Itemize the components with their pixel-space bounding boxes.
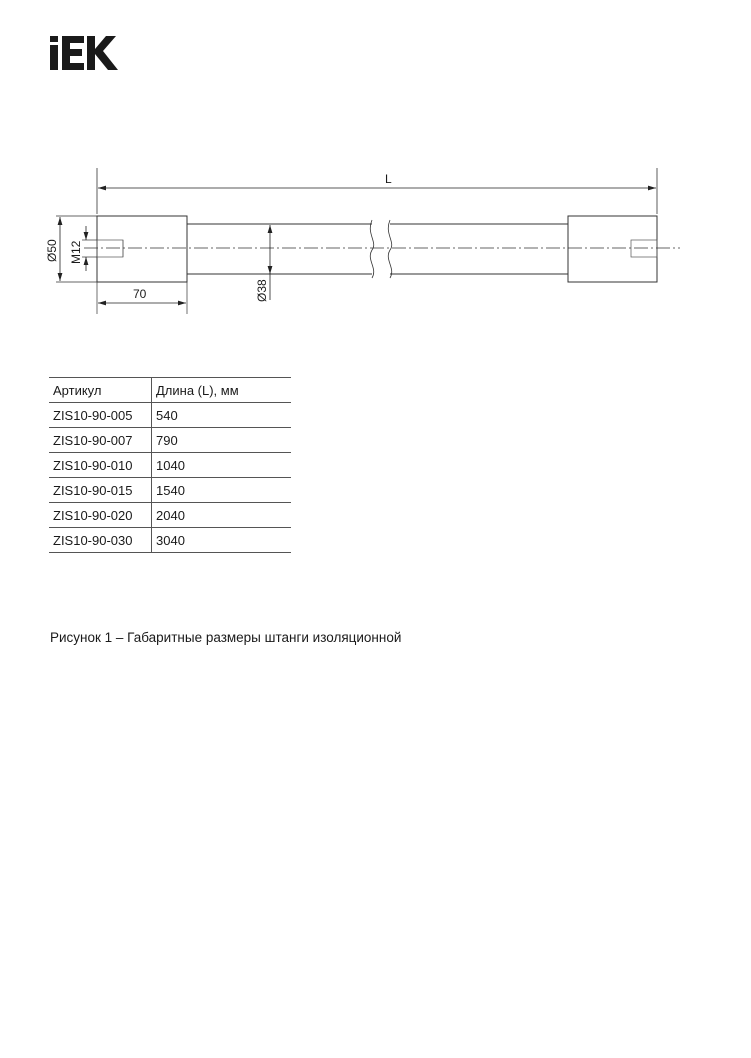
rod-body	[187, 220, 568, 278]
cell-length: 2040	[152, 503, 292, 528]
label-rod-diameter: Ø38	[255, 279, 269, 302]
article-length-table	[49, 377, 291, 553]
left-end-fitting	[97, 216, 187, 282]
table-header-row	[49, 378, 291, 403]
cell-article: ZIS10-90-020	[49, 503, 152, 528]
right-end-fitting	[568, 216, 657, 282]
table-row	[49, 453, 291, 478]
cell-length: 790	[152, 428, 292, 453]
table-row	[49, 403, 291, 428]
label-L: L	[385, 172, 392, 186]
table-row	[49, 503, 291, 528]
dimension-thread	[69, 226, 97, 271]
cell-article: ZIS10-90-007	[49, 428, 152, 453]
rod-dimension-drawing	[0, 150, 751, 330]
dimension-end-length	[97, 282, 187, 314]
label-thread: M12	[69, 240, 83, 264]
table-row	[49, 428, 291, 453]
label-end-diameter: Ø50	[45, 239, 59, 262]
header-article: Артикул	[49, 378, 152, 403]
cell-length: 1540	[152, 478, 292, 503]
header-length: Длина (L), мм	[152, 378, 292, 403]
iek-logo	[50, 36, 122, 70]
table-row	[49, 528, 291, 553]
figure-caption: Рисунок 1 – Габаритные размеры штанги изоляционной	[50, 630, 402, 645]
cell-length: 1040	[152, 453, 292, 478]
dimension-overall-length	[97, 168, 657, 214]
table-row	[49, 478, 291, 503]
cell-article: ZIS10-90-005	[49, 403, 152, 428]
cell-article: ZIS10-90-010	[49, 453, 152, 478]
cell-article: ZIS10-90-030	[49, 528, 152, 553]
cell-length: 540	[152, 403, 292, 428]
label-end-length: 70	[133, 287, 147, 301]
cell-article: ZIS10-90-015	[49, 478, 152, 503]
dimension-rod-diameter	[255, 225, 270, 302]
cell-length: 3040	[152, 528, 292, 553]
